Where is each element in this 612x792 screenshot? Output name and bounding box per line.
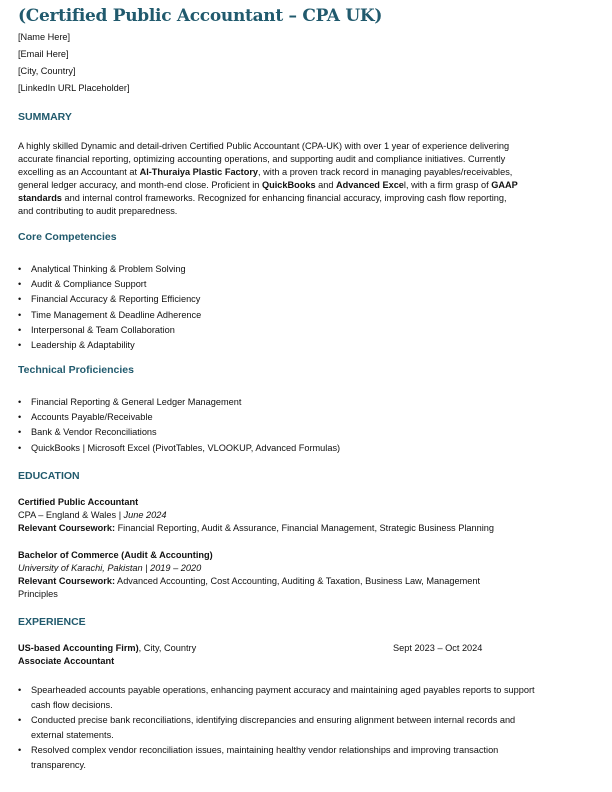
bullet-icon: • — [18, 745, 22, 755]
list-item — [18, 411, 153, 423]
summary-text: general ledger accuracy, and month-end close. Proficient in — [18, 180, 262, 190]
bullet-icon: • — [18, 412, 22, 423]
summary-text: l, with a firm grasp of — [403, 180, 492, 190]
education-institution: CPA – England & Wales | June 2024 — [18, 510, 167, 520]
education-heading: EDUCATION — [18, 470, 80, 482]
summary-text: GAAP — [491, 180, 518, 190]
bullet-text-cont: external statements. — [31, 730, 114, 740]
experience-company: US-based Accounting Firm), City, Country — [18, 643, 197, 653]
resume-title: (Certified Public Accountant – CPA UK) — [18, 6, 383, 26]
bullet-icon: • — [18, 309, 22, 320]
bullet-text-cont: transparency. — [31, 760, 86, 770]
education-degree: Bachelor of Commerce (Audit & Accounting) — [18, 550, 213, 560]
experience-dates: Sept 2023 – Oct 2024 — [393, 643, 483, 653]
summary-text: and — [315, 180, 336, 190]
list-item-text: Bank & Vendor Reconciliations — [31, 427, 157, 438]
bullet-icon: • — [18, 294, 22, 305]
bullet-icon: • — [18, 427, 22, 438]
education-degree: Certified Public Accountant — [18, 497, 139, 507]
list-item — [18, 339, 135, 351]
bullet-icon: • — [18, 279, 22, 290]
list-item — [18, 396, 241, 408]
contact-location: [City, Country] — [18, 66, 76, 76]
list-item-text: QuickBooks | Microsoft Excel (PivotTables, VLOOKUP, Advanced Formulas) — [31, 442, 341, 453]
summary-line — [18, 166, 512, 178]
experience-bullet — [18, 744, 498, 756]
list-item-text: Leadership & Adaptability — [31, 340, 135, 350]
summary-line — [18, 205, 177, 217]
experience-bullet — [18, 714, 515, 726]
list-item — [18, 324, 175, 336]
summary-text: accurate financial reporting, optimizing accounting operations, and supporting audit and compliance initiatives. Currently — [18, 154, 506, 164]
summary-text: excelling as an Accountant at — [18, 167, 140, 177]
summary-text: , with a proven track record in managing payables/receivables, — [258, 167, 513, 177]
education-coursework-cont: Principles — [18, 589, 58, 599]
experience-heading: EXPERIENCE — [18, 616, 86, 628]
core-competencies-heading: Core Competencies — [18, 231, 117, 243]
list-item-text: Accounts Payable/Receivable — [31, 412, 153, 423]
list-item — [18, 278, 146, 290]
experience-bullet — [18, 684, 535, 696]
bullet-icon: • — [18, 715, 22, 725]
bullet-icon: • — [18, 397, 22, 407]
summary-text: QuickBooks — [261, 180, 316, 190]
contact-name: [Name Here] — [18, 32, 71, 42]
bullet-icon: • — [18, 442, 22, 453]
summary-text: standards — [18, 193, 62, 203]
summary-heading: SUMMARY — [18, 111, 72, 123]
bullet-icon: • — [18, 685, 22, 695]
bullet-text: Conducted precise bank reconciliations, identifying discrepancies and ensuring alignment between internal records and — [31, 715, 516, 725]
education-coursework: Relevant Coursework: Financial Reporting, Audit & Assurance, Financial Management, Strategic Business Planning — [18, 523, 494, 533]
summary-line — [18, 140, 509, 152]
experience-role: Associate Accountant — [18, 656, 115, 666]
bullet-text: Spearheaded accounts payable operations, enhancing payment accuracy and maintaining aged payables reports to support — [31, 685, 535, 695]
contact-linkedin: [LinkedIn URL Placeholder] — [18, 83, 130, 93]
bullet-text: Resolved complex vendor reconciliation issues, maintaining healthy vendor relationships and improving transaction — [31, 745, 499, 755]
summary-text: A highly skilled Dynamic and detail-driven Certified Public Accountant (CPA-UK) with over 1 year of experience delivering — [18, 141, 510, 151]
list-item-text: Time Management & Deadline Adherence — [31, 309, 202, 320]
summary-text: Advanced Exce — [336, 180, 404, 190]
education-coursework: Relevant Coursework: Advanced Accounting, Cost Accounting, Auditing & Taxation, Business Law, Management — [18, 576, 481, 586]
summary-line — [18, 153, 505, 165]
list-item-text: Analytical Thinking & Problem Solving — [31, 264, 186, 274]
list-item — [18, 293, 200, 305]
education-institution: University of Karachi, Pakistan | 2019 – 2020 — [18, 563, 202, 573]
list-item-text: Audit & Compliance Support — [31, 279, 147, 290]
technical-heading: Technical Proficiencies — [18, 364, 134, 376]
list-item — [18, 263, 186, 275]
bullet-icon: • — [18, 264, 22, 274]
summary-line — [18, 179, 518, 191]
bullet-text-cont: cash flow decisions. — [31, 700, 113, 710]
list-item-text: Interpersonal & Team Collaboration — [31, 324, 175, 335]
summary-text: and internal control frameworks. Recognized for enhancing financial accuracy, improving cash flow reporting, — [61, 193, 507, 203]
list-item-text: Financial Accuracy & Reporting Efficiency — [31, 294, 201, 305]
summary-text: and contributing to audit preparedness. — [18, 206, 178, 216]
contact-email: [Email Here] — [18, 49, 69, 59]
list-item — [18, 442, 340, 454]
list-item — [18, 309, 201, 321]
summary-line — [18, 192, 507, 204]
bullet-icon: • — [18, 340, 22, 350]
list-item-text: Financial Reporting & General Ledger Management — [31, 397, 242, 407]
summary-text: Al-Thuraiya Plastic Factory — [139, 167, 259, 177]
bullet-icon: • — [18, 324, 22, 335]
list-item — [18, 426, 157, 438]
